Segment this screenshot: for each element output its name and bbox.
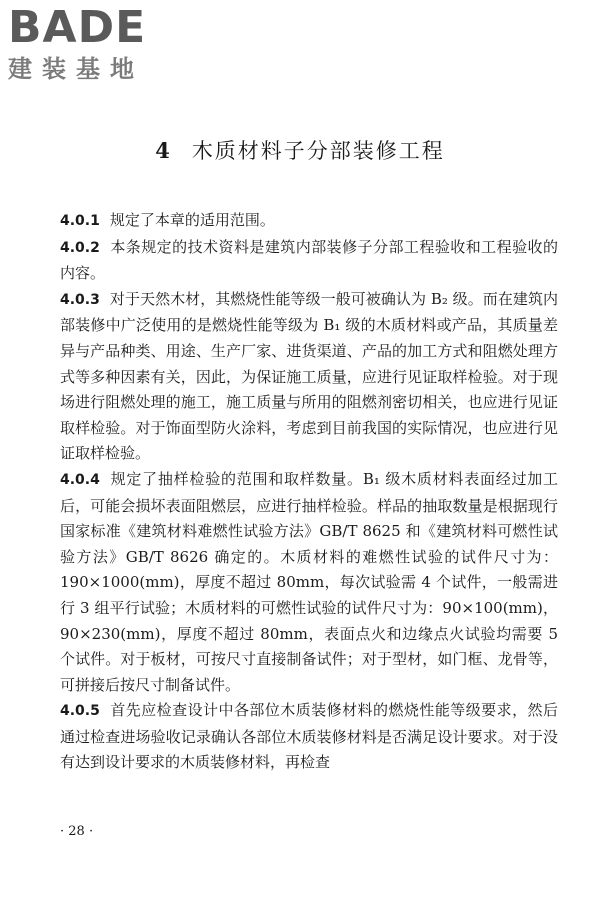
section-paragraph [60,287,558,467]
section-text: 对于天然木材，其燃烧性能等级一般可被确认为 B₂ 级。而在建筑内部装修中广泛使用的是燃烧性能等级为 B₁ 级的木质材料或产品，其质量差异与产品种类、用途、生产厂家、进货渠道、产品的加工方式和阻燃处理方式等多种因素有关，因此，为保证施工质量，应进行见证取样检验。对于现场进行阻燃处理的施工，施工质量与所用的阻燃剂密切相关，也应进行见证取样检验。对于饰面型防火涂料，考虑到目前我国的实际情况，也应进行见证取样检验。 [60,289,558,463]
section-paragraph [60,698,558,776]
section-paragraph [60,208,558,235]
section-number: 4.0.4 [60,471,100,488]
section-number: 4.0.1 [60,213,100,229]
section-number: 4.0.2 [60,239,100,256]
body-text [60,208,558,776]
logo-brand: BADE [8,2,147,53]
section-text: 规定了抽样检验的范围和取样数量。B₁ 级木质材料表面经过加工后，可能会损坏表面阻燃层，应进行抽样检验。样品的抽取数量是根据现行国家标准《建筑材料难燃性试验方法》GB/T 8625 和《建筑材料可燃性试验方法》GB/T 8626 确定的。木质材料的难燃性试验的试件尺寸为：190×1000(mm)，厚度不超过 80mm，每次试验需 4 个试件，一般需进行 3 组平行试验；木质材料的可燃性试验的试件尺寸为：90×100(mm)，90×230(mm)，厚度不超过 80mm，表面点火和边缘点火试验均需要 5 个试件。对于板材，可按尺寸直接制备试件；对于型材，如门框、龙骨等，可拼接后按尺寸制备试件。 [60,469,558,694]
page-number: · 28 · [60,824,94,839]
chapter-title-text: 木质材料子分部装修工程 [191,139,445,163]
section-text: 首先应检查设计中各部位木质装修材料的燃烧性能等级要求，然后通过检查进场验收记录确认各部位木质装修材料是否满足设计要求。对于没有达到设计要求的木质装修材料，再检查 [60,701,558,772]
section-number: 4.0.5 [60,703,100,720]
section-text: 规定了本章的适用范围。 [109,211,275,229]
section-text: 本条规定的技术资料是建筑内部装修子分部工程验收和工程验收的内容。 [60,237,558,283]
chapter-number: 4 [155,138,172,163]
section-paragraph [60,467,558,698]
section-paragraph [60,235,558,287]
chapter-title [0,135,600,165]
logo-subtitle: 建装基地 [8,55,144,83]
bade-logo [8,4,178,84]
section-number: 4.0.3 [60,291,100,308]
